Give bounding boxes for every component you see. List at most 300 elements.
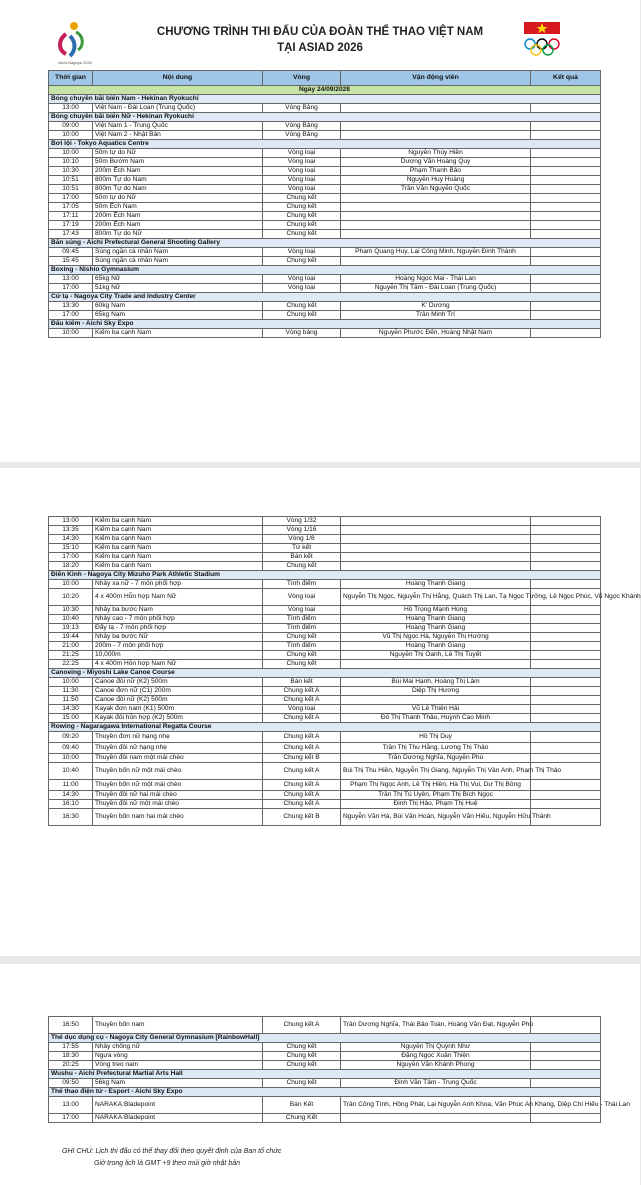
result-cell [531,624,601,633]
result-cell [531,651,601,660]
schedule-table-page-2 [48,516,641,826]
event-cell: Nhảy chống nữ [93,1043,263,1052]
result-cell [531,212,601,221]
time-cell: 14:30 [49,791,93,800]
round-cell: Chung kết [263,633,341,642]
event-cell: 4 x 400m Hỗn hợp Nam Nữ [93,589,263,606]
table-row [49,167,601,176]
event-cell: Canoe đơn nữ (C1) 200m [93,687,263,696]
athletes-cell: Vũ Lê Thiên Hải [341,705,531,714]
table-row [49,589,601,606]
time-cell: 17:43 [49,230,93,239]
athletes-cell [341,221,531,230]
athletes-cell: Hoàng Thanh Giang [341,642,531,651]
schedule-table-page-3 [48,1016,630,1123]
result-cell [531,194,601,203]
athletes-cell: Trần Thị Tú Uyên, Phạm Thị Bích Ngọc [341,791,531,800]
result-cell [531,221,601,230]
section-title: Thể dục dụng cụ - Nagoya City General Gymnasium [RainbowHall] [49,1034,601,1043]
header-time: Thời gian [49,71,93,86]
event-cell: Thuyền đơn nữ hạng nhẹ [93,732,263,743]
event-cell: 56kg Nam [93,1079,263,1088]
time-cell: 15:10 [49,544,93,553]
table-row [49,606,601,615]
table-row [49,329,601,338]
note-line-2: Giờ trong lịch là GMT +9 theo múi giờ nhật bản [94,1160,241,1167]
result-cell [531,642,601,651]
round-cell: Chung kết A [263,714,341,723]
table-row [49,651,601,660]
time-cell: 13:00 [49,275,93,284]
time-cell: 10:10 [49,158,93,167]
section-row [49,113,601,122]
athletes-cell: Hoàng Ngọc Mai - Thái Lan [341,275,531,284]
header-event: Nội dung [93,71,263,86]
athletes-cell [341,526,531,535]
time-cell: 19:44 [49,633,93,642]
time-cell: 10:51 [49,176,93,185]
table-row [49,743,601,754]
round-cell: Vòng loại [263,606,341,615]
time-cell: 17:00 [49,311,93,320]
event-cell: Việt Nam - Đài Loan (Trung Quốc) [93,104,263,113]
round-cell: Vòng loại [263,185,341,194]
result-cell [531,158,601,167]
athletes-cell: Nguyễn Văn Khánh Phong [341,1061,531,1070]
section-row [49,723,601,732]
round-cell: Bán kết [263,553,341,562]
page-3 [0,964,640,1185]
round-cell: Chung kết [263,1079,341,1088]
round-cell: Vòng loại [263,176,341,185]
schedule-table-page-1 [48,70,601,338]
athletes-cell [341,660,531,669]
table-row [49,754,601,763]
time-cell: 19:13 [49,624,93,633]
table-row [49,104,601,113]
athletes-cell [341,544,531,553]
event-cell: 50m tự do Nữ [93,194,263,203]
result-cell [531,743,601,754]
time-cell: 15:45 [49,257,93,266]
result-cell [531,754,601,763]
time-cell: 10:20 [49,589,93,606]
section-row [49,320,601,329]
section-row [49,293,601,302]
time-cell: 17:00 [49,1114,93,1123]
logo-text: Aichi-Nagoya 2026 [58,60,92,65]
athletes-cell [341,517,531,526]
round-cell: Chung kết [263,212,341,221]
round-cell: Tính điểm [263,624,341,633]
table-row [49,553,601,562]
time-cell: 22:25 [49,660,93,669]
table-row [49,615,601,624]
table-row [49,1052,601,1061]
round-cell: Vòng loại [263,589,341,606]
table-row [49,158,601,167]
round-cell: Chung kết [263,1052,341,1061]
time-cell: 10:40 [49,763,93,780]
result-cell [531,526,601,535]
table-row [49,248,601,257]
time-cell: 09:45 [49,248,93,257]
athletes-cell: Phạm Thị Ngọc Anh, Lê Thị Hiền, Hà Thị Vui, Dư Thị Bông [341,780,531,791]
time-cell: 16:50 [49,1017,93,1034]
event-cell: Nhảy cao - 7 môn phối hợp [93,615,263,624]
event-cell: NARAKA:Bladepoint [93,1114,263,1123]
result-cell [531,544,601,553]
time-cell: 17:05 [49,203,93,212]
athletes-cell: Hồ Thị Duy [341,732,531,743]
round-cell: Chung kết [263,311,341,320]
time-cell: 14:30 [49,705,93,714]
section-title: Boxing - Nishio Gymnasium [49,266,601,275]
athletes-cell: Hoàng Thanh Giang [341,624,531,633]
event-cell: Kiếm ba cạnh Nam [93,526,263,535]
event-cell: Kayak đơn nam (K1) 500m [93,705,263,714]
time-cell: 17:00 [49,553,93,562]
athletes-cell [341,553,531,562]
athletes-cell: Hồ Trọng Mạnh Hùng [341,606,531,615]
time-cell: 13:00 [49,1097,93,1114]
event-cell: Nhảy ba bước Nam [93,606,263,615]
event-cell: Thuyền đôi nam một mái chèo [93,754,263,763]
round-cell: Chung kết A [263,800,341,809]
table-row [49,642,601,651]
time-cell: 09:40 [49,743,93,754]
athletes-cell: K' Dương [341,302,531,311]
time-cell: 16:10 [49,800,93,809]
result-cell [531,696,601,705]
round-cell: Vòng Bảng [263,131,341,140]
athletes-cell: Trần Dương Nghĩa, Nguyễn Phú [341,754,531,763]
time-cell: 16:30 [49,809,93,826]
time-cell: 11:00 [49,780,93,791]
table-row [49,705,601,714]
result-cell [531,122,601,131]
table-row [49,1079,601,1088]
round-cell: Vòng 1/8 [263,535,341,544]
section-title: Bơi lội - Tokyo Aquatics Centre [49,140,601,149]
round-cell: Chung kết [263,194,341,203]
athletes-cell: Trần Văn Nguyễn Quốc [341,185,531,194]
result-cell [531,104,601,113]
time-cell: 18:20 [49,562,93,571]
section-title: Thể thao điện tử - Esport - Aichi Sky Expo [49,1088,601,1097]
page-2 [0,468,640,956]
result-cell [531,687,601,696]
time-cell: 11:30 [49,687,93,696]
event-cell: 65kg Nữ [93,275,263,284]
table-row [49,763,601,780]
table-row [49,633,601,642]
athletes-cell: Đặng Ngọc Xuân Thiện [341,1052,531,1061]
page-1 [0,0,640,462]
result-cell [531,311,601,320]
result-cell [531,553,601,562]
asiad-logo-icon [54,20,96,66]
round-cell: Chung kết [263,203,341,212]
event-cell: Việt Nam 2 - Nhật Bản [93,131,263,140]
time-cell: 10:00 [49,131,93,140]
round-cell: Tính điểm [263,615,341,624]
event-cell: Thuyền bốn nam hai mái chèo [93,809,263,826]
time-cell: 10:51 [49,185,93,194]
time-cell: 11:50 [49,696,93,705]
result-cell [531,606,601,615]
result-cell [531,562,601,571]
section-row [49,1070,601,1079]
table-row [49,212,601,221]
round-cell: Chung kết [263,230,341,239]
round-cell: Chung kết [263,651,341,660]
time-cell: 15:00 [49,714,93,723]
time-cell: 10:40 [49,615,93,624]
table-row [49,660,601,669]
section-title: Bóng chuyền bãi biển Nam - Hekinan Ryokuchi [49,95,601,104]
result-cell [531,257,601,266]
event-cell: 60kg Nam [93,302,263,311]
table-row [49,544,601,553]
athletes-cell: Nguyễn Thúy Hiền [341,149,531,158]
result-cell [531,660,601,669]
table-row [49,149,601,158]
result-cell [531,1043,601,1052]
event-cell: 200m Ếch Nam [93,212,263,221]
table-row [49,284,601,293]
round-cell: Vòng loại [263,248,341,257]
event-cell: 800m Tự do Nữ [93,230,263,239]
section-row [49,669,601,678]
time-cell: 10:00 [49,329,93,338]
athletes-cell: Hoàng Thanh Giang [341,580,531,589]
table-row [49,535,601,544]
result-cell [531,615,601,624]
result-cell [531,633,601,642]
event-cell: Thuyền bốn nam [93,1017,263,1034]
athletes-cell: Nguyễn Thị Tâm - Đài Loan (Trung Quốc) [341,284,531,293]
table-row [49,221,601,230]
time-cell: 09:20 [49,732,93,743]
event-cell: Vòng treo nam [93,1061,263,1070]
section-row [49,571,601,580]
table-row [49,696,601,705]
event-cell: Kiếm ba cạnh Nam [93,562,263,571]
table-row [49,791,601,800]
athletes-cell: Bùi Mai Hạnh, Hoàng Thị Lâm [341,678,531,687]
table-row [49,687,601,696]
event-cell: Kayak đôi hỗn hợp (K2) 500m [93,714,263,723]
athletes-cell: Đinh Văn Tâm - Trung Quốc [341,1079,531,1088]
result-cell [531,176,601,185]
athletes-cell: Trần Dương Nghĩa, Thái Bảo Toàn, Hoàng Văn Đạt, Nguyễn Phú [341,1017,531,1034]
result-cell [531,705,601,714]
event-cell: 65kg Nam [93,311,263,320]
result-cell [531,275,601,284]
round-cell: Tính điểm [263,642,341,651]
round-cell: Chung kết B [263,809,341,826]
result-cell [531,1052,601,1061]
result-cell [531,284,601,293]
round-cell: Vòng Bảng [263,104,341,113]
table-row [49,131,601,140]
event-cell: 50m Bướm Nam [93,158,263,167]
section-row [49,1088,601,1097]
athletes-cell: Nguyễn Văn Hà, Bùi Văn Hoàn, Nguyễn Văn Hiếu, Nguyễn Hữu Thành [341,809,531,826]
event-cell: Thuyền bốn nữ một mái chèo [93,763,263,780]
section-title: Bắn súng - Aichi Prefectural General Shooting Gallery [49,239,601,248]
event-cell: Kiếm ba cạnh Nam [93,329,263,338]
table-row [49,526,601,535]
round-cell: Chung kết A [263,743,341,754]
result-cell [531,580,601,589]
round-cell: Vòng bảng [263,329,341,338]
athletes-cell: Vũ Thị Ngọc Hà, Nguyễn Thị Hường [341,633,531,642]
result-cell [531,780,601,791]
result-cell [531,149,601,158]
event-cell: Thuyền đôi nữ hai mái chèo [93,791,263,800]
event-cell: 10,000m [93,651,263,660]
event-cell: 50m Ếch Nam [93,203,263,212]
round-cell: Chung kết B [263,754,341,763]
section-row [49,239,601,248]
event-cell: 200m - 7 môn phối hợp [93,642,263,651]
result-cell [531,800,601,809]
time-cell: 10:30 [49,167,93,176]
section-title: Wushu - Aichi Prefectural Martial Arts Hall [49,1070,601,1079]
athletes-cell: Hoàng Thanh Giang [341,615,531,624]
athletes-cell [341,230,531,239]
table-row [49,185,601,194]
result-cell [531,1061,601,1070]
time-cell: 10:00 [49,580,93,589]
round-cell: Chung kết A [263,791,341,800]
athletes-cell: Đinh Thị Hảo, Phạm Thị Huệ [341,800,531,809]
event-cell: Kiếm ba cạnh Nam [93,553,263,562]
time-cell: 13:00 [49,104,93,113]
time-cell: 13:00 [49,517,93,526]
section-row [49,1034,601,1043]
athletes-cell: Trần Minh Trí [341,311,531,320]
athletes-cell: Nguyễn Thị Quỳnh Như [341,1043,531,1052]
round-cell: Chung kết [263,562,341,571]
table-row [49,176,601,185]
result-cell [531,535,601,544]
result-cell [531,185,601,194]
result-cell [531,203,601,212]
table-row [49,780,601,791]
section-row [49,266,601,275]
date-row [49,86,601,95]
event-cell: 800m Tự do Nam [93,176,263,185]
time-cell: 13:30 [49,302,93,311]
date-label: Ngày 24/09/2028 [49,86,601,95]
round-cell: Chung kết [263,302,341,311]
athletes-cell: Dương Văn Hoàng Quy [341,158,531,167]
event-cell: Ngựa vòng [93,1052,263,1061]
time-cell: 17:00 [49,194,93,203]
note-line-1: GHI CHÚ: Lịch thi đấu có thể thay đổi theo quyết định của Ban tổ chức [62,1148,282,1155]
time-cell: 17:19 [49,221,93,230]
table-row [49,1061,601,1070]
athletes-cell: Diệp Thị Hương [341,687,531,696]
athletes-cell [341,104,531,113]
round-cell: Bán kết [263,678,341,687]
event-cell: 200m Ếch Nam [93,221,263,230]
round-cell: Vòng loại [263,158,341,167]
time-cell: 17:00 [49,284,93,293]
round-cell: Chung kết A [263,763,341,780]
time-cell: 10:30 [49,606,93,615]
document-header [0,0,640,66]
table-row [49,562,601,571]
time-cell: 09:00 [49,122,93,131]
event-cell: Nhảy xa nữ - 7 môn phối hợp [93,580,263,589]
athletes-cell [341,562,531,571]
round-cell: Chung kết [263,221,341,230]
result-cell [531,230,601,239]
athletes-cell [341,122,531,131]
round-cell: Chung kết A [263,732,341,743]
event-cell: NARAKA:Bladepoint [93,1097,263,1114]
table-row [49,714,601,723]
section-title: Cử tạ - Nagoya City Trade and Industry Center [49,293,601,302]
table-row [49,1017,601,1034]
section-title: Rowing - Nagaragawa International Regatta Course [49,723,601,732]
header-round: Vòng [263,71,341,86]
table-row [49,732,601,743]
event-cell: 51kg Nữ [93,284,263,293]
athletes-cell: Trần Thị Thu Hằng, Lương Thị Thảo [341,743,531,754]
result-cell [531,791,601,800]
round-cell: Chung kết [263,257,341,266]
athletes-cell: Nguyễn Phước Đến, Hoàng Nhật Nam [341,329,531,338]
table-row [49,517,601,526]
athletes-cell [341,535,531,544]
time-cell: 10:00 [49,149,93,158]
round-cell: Chung kết A [263,780,341,791]
round-cell: Chung kết [263,1061,341,1070]
section-title: Canoeing - Miyoshi Lake Canoe Course [49,669,601,678]
time-cell: 17:55 [49,1043,93,1052]
table-row [49,203,601,212]
round-cell: Vòng loại [263,705,341,714]
athletes-cell [341,131,531,140]
athletes-cell: Nguyễn Thị Ngọc, Nguyễn Thị Hằng, Quách Thị Lan, Tạ Ngọc Tưởng, Lê Ngọc Phúc, Vũ Ngọc Khánh [341,589,531,606]
athletes-cell [341,696,531,705]
event-cell: Súng ngắn cá nhân Nam [93,257,263,266]
event-cell: Nhảy ba bước Nữ [93,633,263,642]
event-cell: Canoe đôi nữ (K2) 500m [93,678,263,687]
athletes-cell [341,194,531,203]
athletes-cell: Bùi Thị Thu Hiền, Nguyễn Thị Giang, Nguyễn Thị Vân Anh, Phạm Thị Thảo [341,763,531,780]
table-row [49,230,601,239]
table-row [49,1043,601,1052]
round-cell: Chung kết [263,1043,341,1052]
table-row [49,1114,601,1123]
time-cell: 10:00 [49,754,93,763]
event-cell: Canoe đôi nữ (K2) 500m [93,696,263,705]
event-cell: Kiếm ba cạnh Nam [93,517,263,526]
result-cell [531,131,601,140]
time-cell: 21:00 [49,642,93,651]
table-row [49,194,601,203]
time-cell: 14:30 [49,535,93,544]
olympic-council-logo-icon [520,20,566,60]
athletes-cell: Nguyễn Huy Hoàng [341,176,531,185]
page-title: CHƯƠNG TRÌNH THI ĐẤU CỦA ĐOÀN THỂ THAO VIỆT NAM [156,26,484,38]
